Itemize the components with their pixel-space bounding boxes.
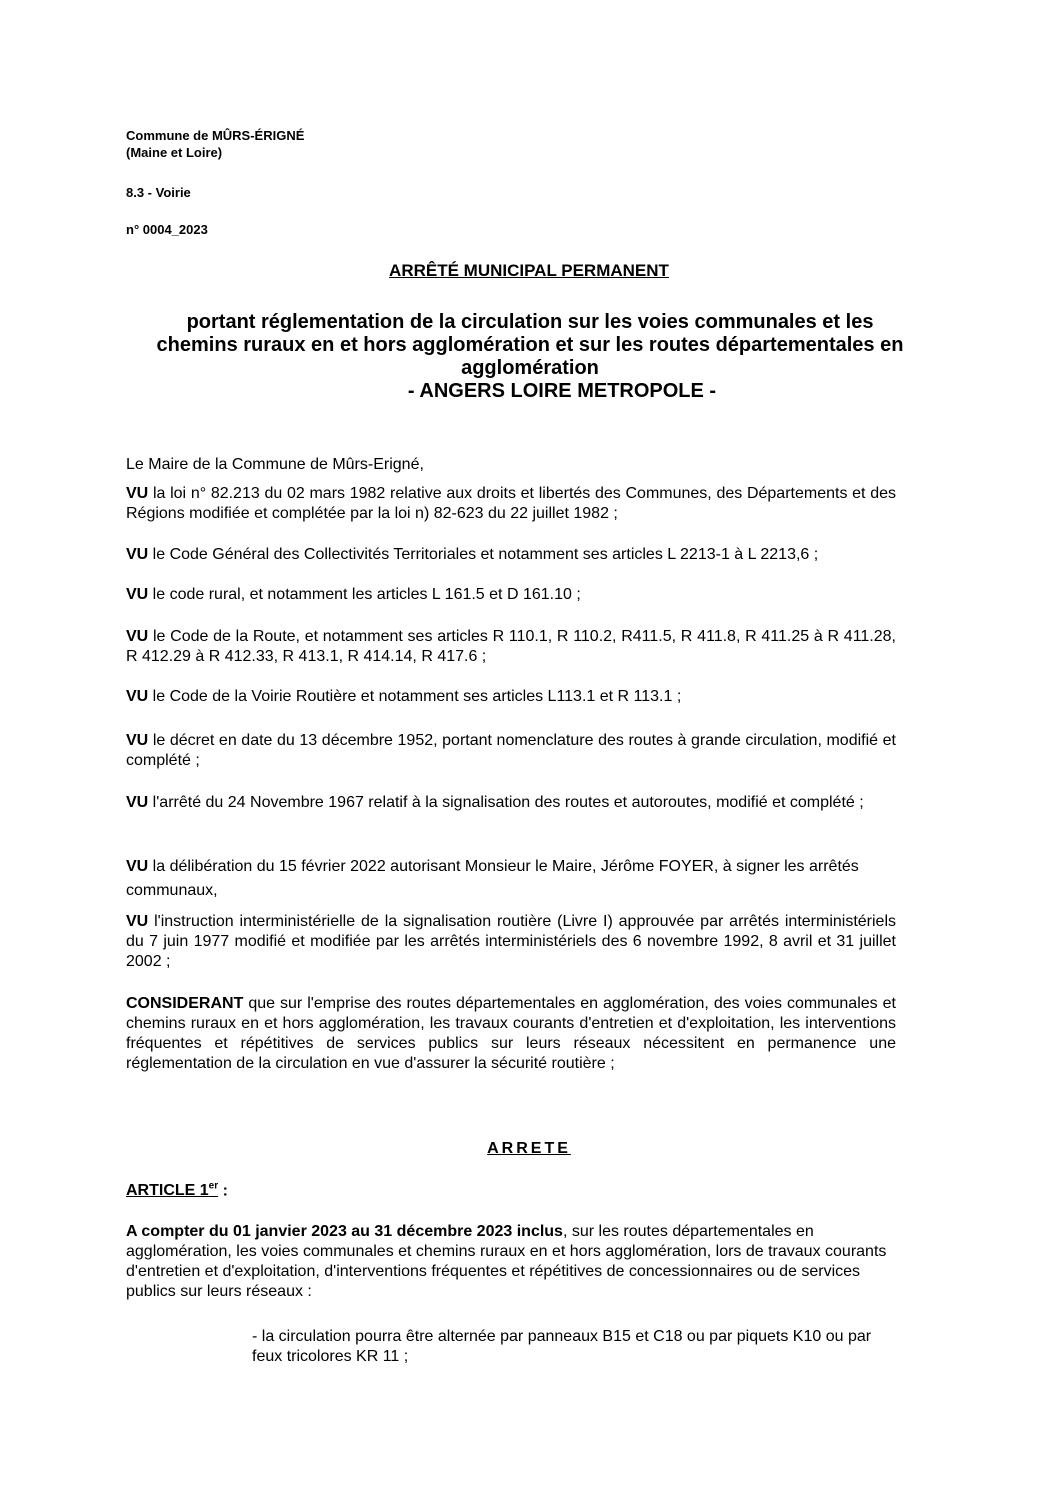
visa-paragraph xyxy=(126,687,896,707)
article-1-body xyxy=(126,1222,896,1302)
visa-text: le Code de la Route, et notamment ses articles R 110.1, R 110.2, R411.5, R 411.8, R 411.25 à R 411.28, R 412.29 à R 412.33, R 413.1, R 414.14, R 417.6 ; xyxy=(126,628,896,665)
article-label xyxy=(126,1182,218,1199)
intro-text: Le Maire de la Commune de Mûrs-Erigné, xyxy=(126,456,424,473)
arrete-heading: ARRETE xyxy=(487,1140,571,1157)
considerant-text: que sur l'emprise des routes départementales en agglomération, des voies communales et chemins ruraux en et hors agglomération, les travaux courants d'entretien et d'exploitation, les interventions fréquentes et répétitives de services publics sur leurs réseaux nécessitent en permanence une réglementation de la circulation en vue d'assurer la sécurité routière ; xyxy=(126,995,896,1072)
visa-label: VU xyxy=(126,546,149,563)
visa-text: la délibération du 15 février 2022 autorisant Monsieur le Maire, Jérôme FOYER, à signer les arrêtés communaux, xyxy=(126,858,859,899)
article-label-text: ARTICLE 1 xyxy=(126,1182,209,1200)
subtitle-line: agglomération xyxy=(461,357,599,379)
visa-paragraph xyxy=(126,912,896,972)
rubrique: 8.3 - Voirie xyxy=(126,185,191,200)
considerant-label: CONSIDERANT xyxy=(126,995,244,1012)
document-title: ARRÊTÉ MUNICIPAL PERMANENT xyxy=(389,261,669,280)
article-1-heading xyxy=(126,1181,228,1200)
article-sup: er xyxy=(208,1181,219,1192)
visa-text: le Code Général des Collectivités Territoriales et notamment ses articles L 2213-1 à L 2213,6 ; xyxy=(148,546,819,563)
departement: (Maine et Loire) xyxy=(126,145,223,160)
visa-label: VU xyxy=(126,586,149,603)
visa-label: VU xyxy=(126,858,149,875)
article-1-item: - la circulation pourra être alternée par panneaux B15 et C18 ou par piquets K10 ou par feux tricolores KR 11 ; xyxy=(252,1328,872,1365)
subtitle-line: portant réglementation de la circulation sur les voies communales et les xyxy=(186,311,874,333)
commune-name: Commune de MÛRS-ÉRIGNÉ xyxy=(126,128,305,143)
visa-paragraph xyxy=(126,793,896,813)
arrete-number: n° 0004_2023 xyxy=(126,222,208,237)
visa-paragraph xyxy=(126,484,896,524)
visa-text: le décret en date du 13 décembre 1952, portant nomenclature des routes à grande circulation, modifié et complété ; xyxy=(126,732,896,769)
article-1-lead: A compter du 01 janvier 2023 au 31 décembre 2023 inclus xyxy=(126,1223,563,1240)
subtitle-line: chemins ruraux en et hors agglomération et sur les routes départementales en xyxy=(156,334,904,356)
visa-label: VU xyxy=(126,913,149,930)
header-block xyxy=(126,127,304,161)
article-1-text: , sur les routes départementales en agglomération, les voies communales et chemins ruraux en et hors agglomération, lors de travaux courants d'entretien et d'exploitation, d'interventions fréquentes et répétitives de concessionnaires ou de services publics sur leurs réseaux : xyxy=(126,1223,887,1300)
visa-text: l'instruction interministérielle de la signalisation routière (Livre I) approuvée par arrêtés interministériels du 7 juin 1977 modifié et modifiée par les arrêtés interministériels des 6 novembre 1992, 8 avril et 31 juillet 2002 ; xyxy=(126,913,896,970)
visa-label: VU xyxy=(126,628,149,645)
visa-label: VU xyxy=(126,688,149,705)
visa-paragraph xyxy=(126,731,896,771)
document-subtitle xyxy=(120,311,940,403)
subtitle-metro: - ANGERS LOIRE METROPOLE - xyxy=(407,380,717,402)
visa-label: VU xyxy=(126,732,149,749)
visa-paragraph xyxy=(126,545,896,565)
visa-paragraph xyxy=(126,585,896,605)
visa-paragraph xyxy=(126,855,932,903)
visa-text: l'arrêté du 24 Novembre 1967 relatif à la signalisation des routes et autoroutes, modifié et complété ; xyxy=(148,794,864,811)
visa-text: le code rural, et notamment les articles L 161.5 et D 161.10 ; xyxy=(148,586,581,603)
visa-text: le Code de la Voirie Routière et notamment ses articles L113.1 et R 113.1 ; xyxy=(148,688,682,705)
visa-label: VU xyxy=(126,794,149,811)
visa-paragraph xyxy=(126,627,896,667)
visa-label: VU xyxy=(126,485,149,502)
visa-text: la loi n° 82.213 du 02 mars 1982 relative aux droits et libertés des Communes, des Départements et des Régions modifiée et complétée par la loi n) 82-623 du 22 juillet 1982 ; xyxy=(126,485,896,522)
article-colon: : xyxy=(218,1182,228,1200)
considerant-paragraph xyxy=(126,994,896,1074)
